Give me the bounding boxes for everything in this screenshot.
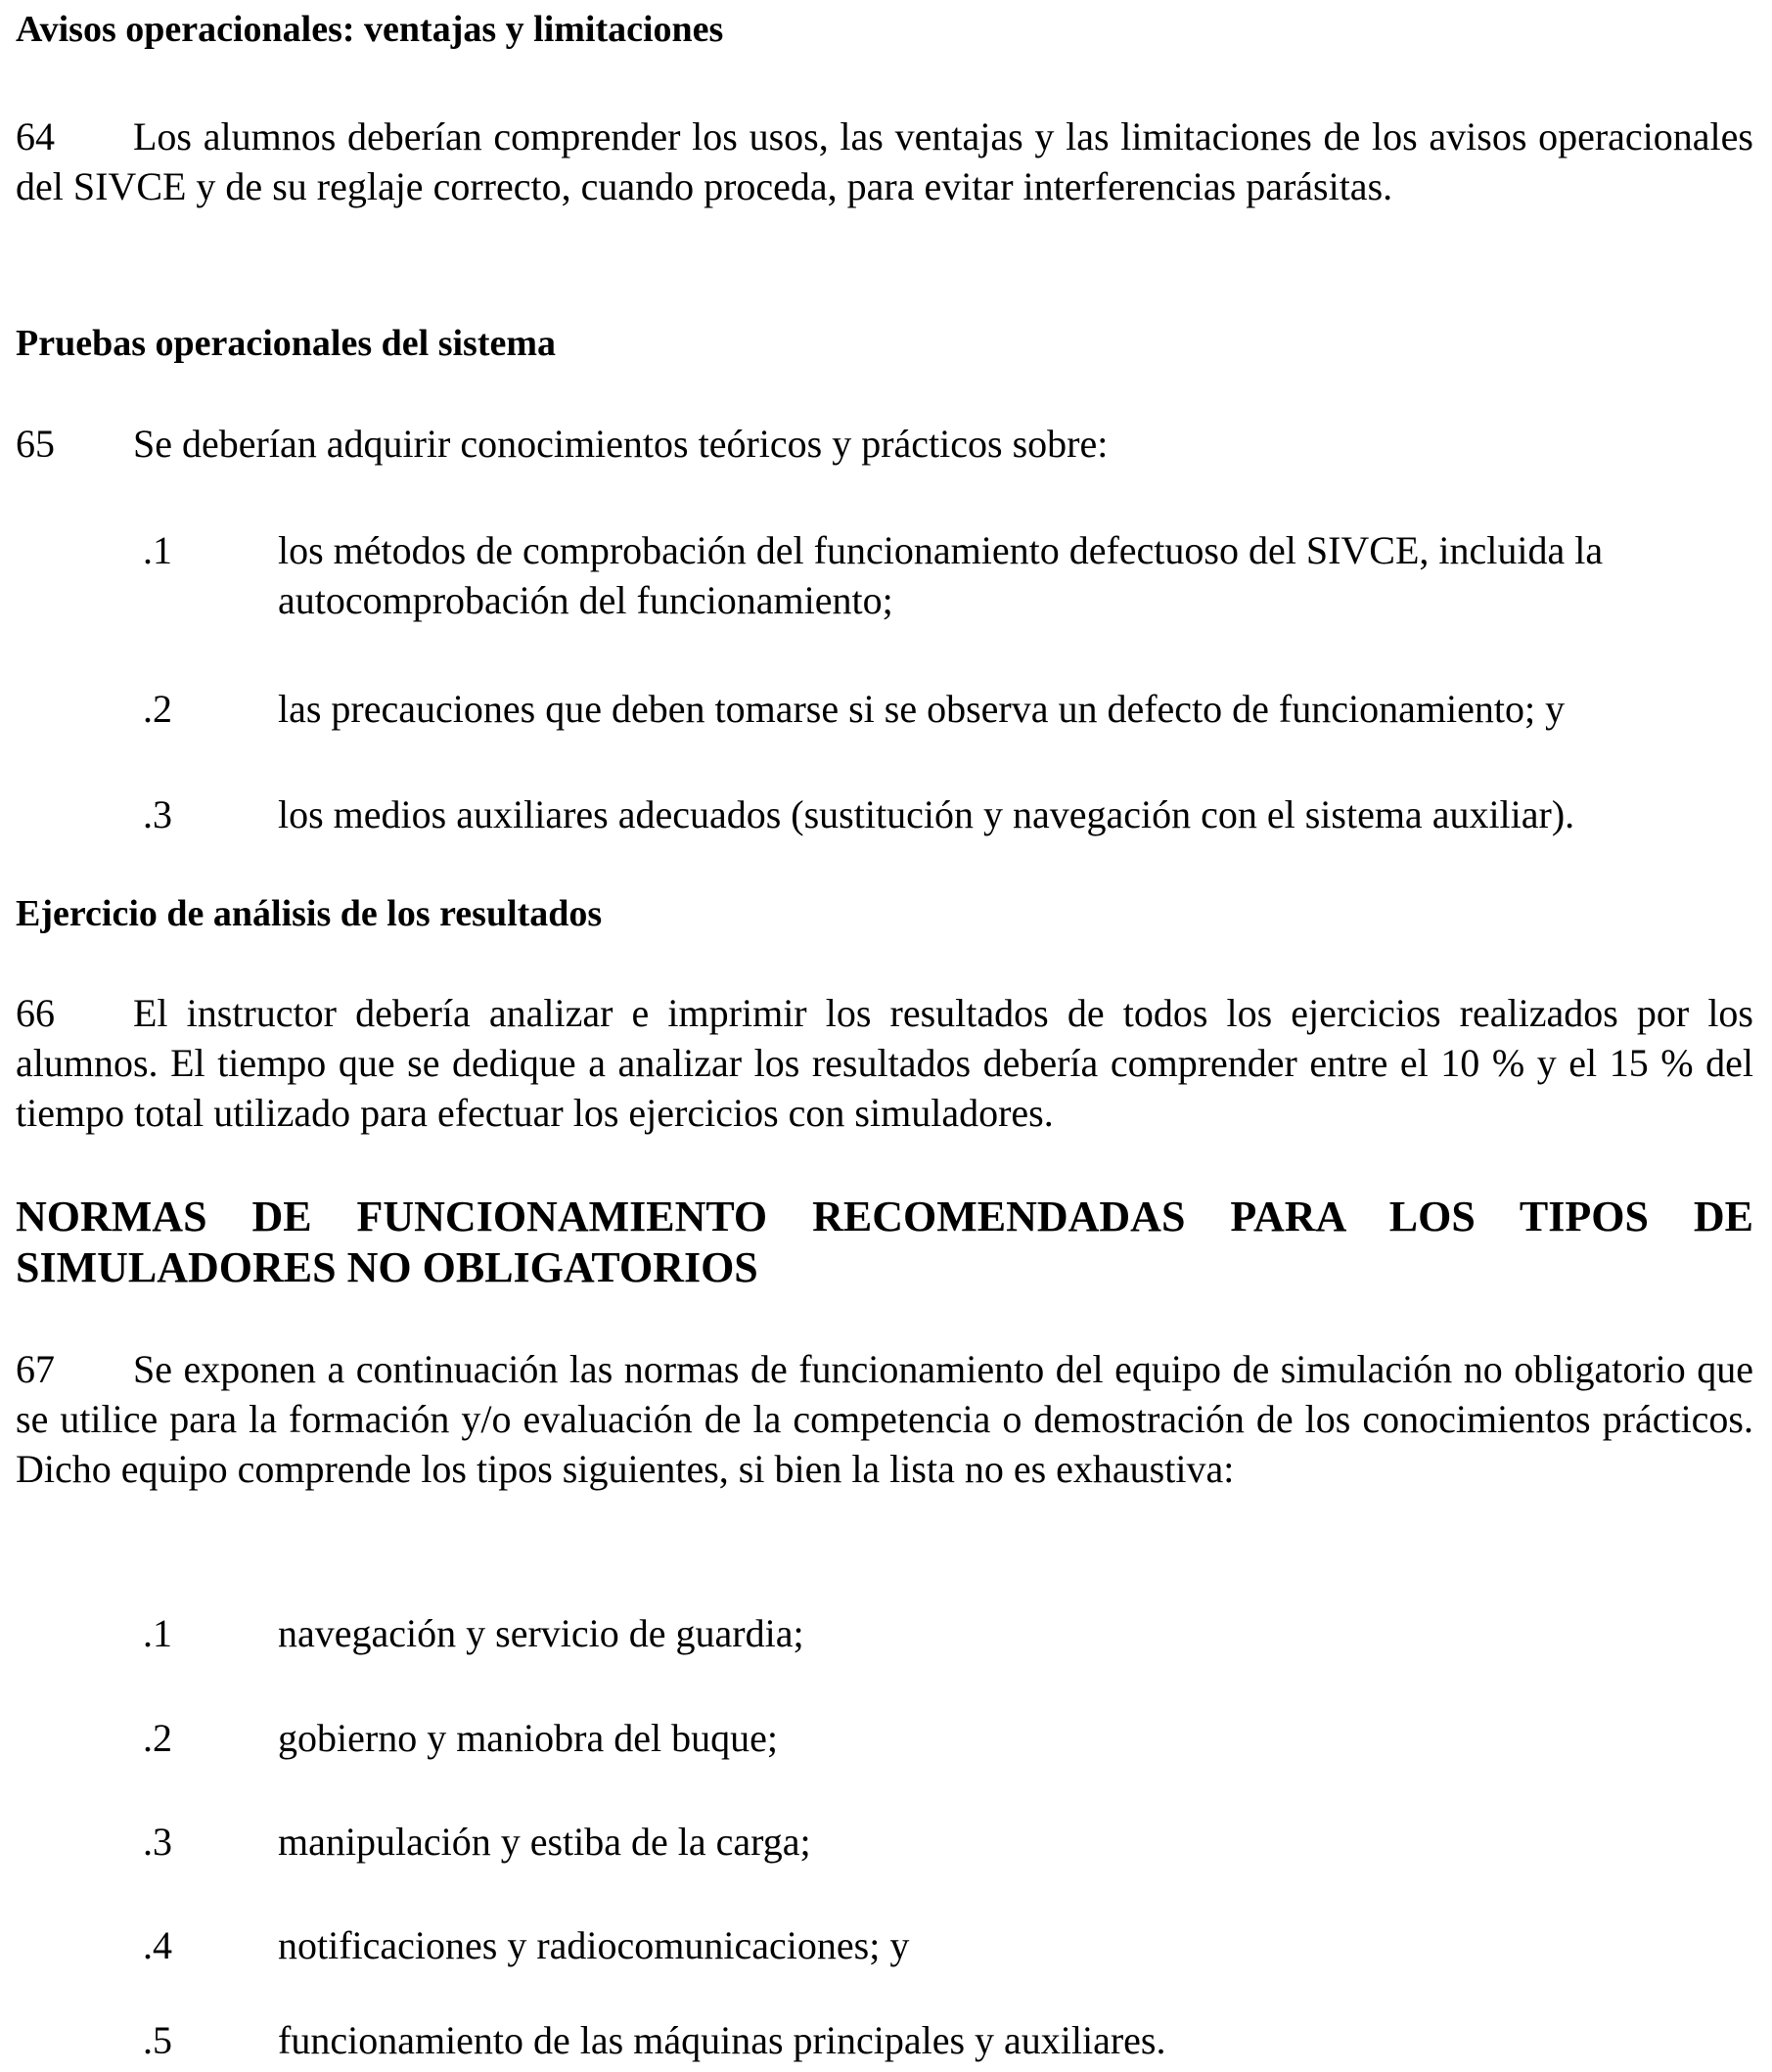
section-heading-avisos: Avisos operacionales: ventajas y limitaciones bbox=[16, 9, 724, 50]
paragraph-number: 67 bbox=[16, 1347, 55, 1391]
paragraph-number: 64 bbox=[16, 114, 55, 158]
paragraph-65 bbox=[16, 419, 1753, 469]
paragraph-number: 65 bbox=[16, 422, 55, 466]
document-page bbox=[16, 0, 1753, 2072]
paragraph-64 bbox=[16, 112, 1753, 211]
list-item-marker: .1 bbox=[143, 1611, 172, 1655]
list-item-text: los medios auxiliares adecuados (sustitución y navegación con el sistema auxiliar). bbox=[278, 792, 1575, 836]
list-item-marker: .4 bbox=[143, 1923, 172, 1967]
list-item-text: gobierno y maniobra del buque; bbox=[278, 1716, 778, 1760]
list-item-marker: .3 bbox=[143, 1820, 172, 1864]
paragraph-67 bbox=[16, 1344, 1753, 1494]
paragraph-text: El instructor debería analizar e imprimir los resultados de todos los ejercicios realizados por los alumnos. El tiempo que se dedique a analizar los resultados debería comprender entre el 10 % y el 15 % del tiempo total utilizado para efectuar los ejercicios con simuladores. bbox=[16, 991, 1753, 1135]
list-item-marker: .3 bbox=[143, 792, 172, 836]
list-item-text: las precauciones que deben tomarse si se observa un defecto de funcionamiento; y bbox=[278, 687, 1566, 731]
list-item-text: funcionamiento de las máquinas principales y auxiliares. bbox=[278, 2018, 1166, 2062]
section-heading-ejercicio: Ejercicio de análisis de los resultados bbox=[16, 893, 603, 934]
section-heading-pruebas: Pruebas operacionales del sistema bbox=[16, 323, 557, 364]
list-item-text: los métodos de comprobación del funcionamiento defectuoso del SIVCE, incluida la autocomprobación del funcionamiento; bbox=[278, 528, 1604, 622]
paragraph-text: Se exponen a continuación las normas de funcionamiento del equipo de simulación no obligatorio que se utilice para la formación y/o evaluación de la competencia o demostración de los conocimientos prácticos. Dicho equipo comprende los tipos siguientes, si bien la lista no es exhaustiva: bbox=[16, 1347, 1753, 1491]
list-item-marker: .5 bbox=[143, 2018, 172, 2062]
paragraph-text: Los alumnos deberían comprender los usos, las ventajas y las limitaciones de los avisos operacionales del SIVCE y de su reglaje correcto, cuando proceda, para evitar interferencias parásitas. bbox=[16, 114, 1753, 208]
paragraph-number: 66 bbox=[16, 991, 55, 1035]
section-heading-normas: NORMAS DE FUNCIONAMIENTO RECOMENDADAS PARA LOS TIPOS DE SIMULADORES NO OBLIGATORIOS bbox=[16, 1193, 1753, 1291]
list-item-text: manipulación y estiba de la carga; bbox=[278, 1820, 811, 1864]
list-item-marker: .2 bbox=[143, 687, 172, 731]
paragraph-66 bbox=[16, 988, 1753, 1138]
list-item-marker: .2 bbox=[143, 1716, 172, 1760]
list-item-text: navegación y servicio de guardia; bbox=[278, 1611, 804, 1655]
list-item-text: notificaciones y radiocomunicaciones; y bbox=[278, 1923, 910, 1967]
paragraph-text: Se deberían adquirir conocimientos teóricos y prácticos sobre: bbox=[133, 422, 1109, 466]
list-item-marker: .1 bbox=[143, 528, 172, 572]
